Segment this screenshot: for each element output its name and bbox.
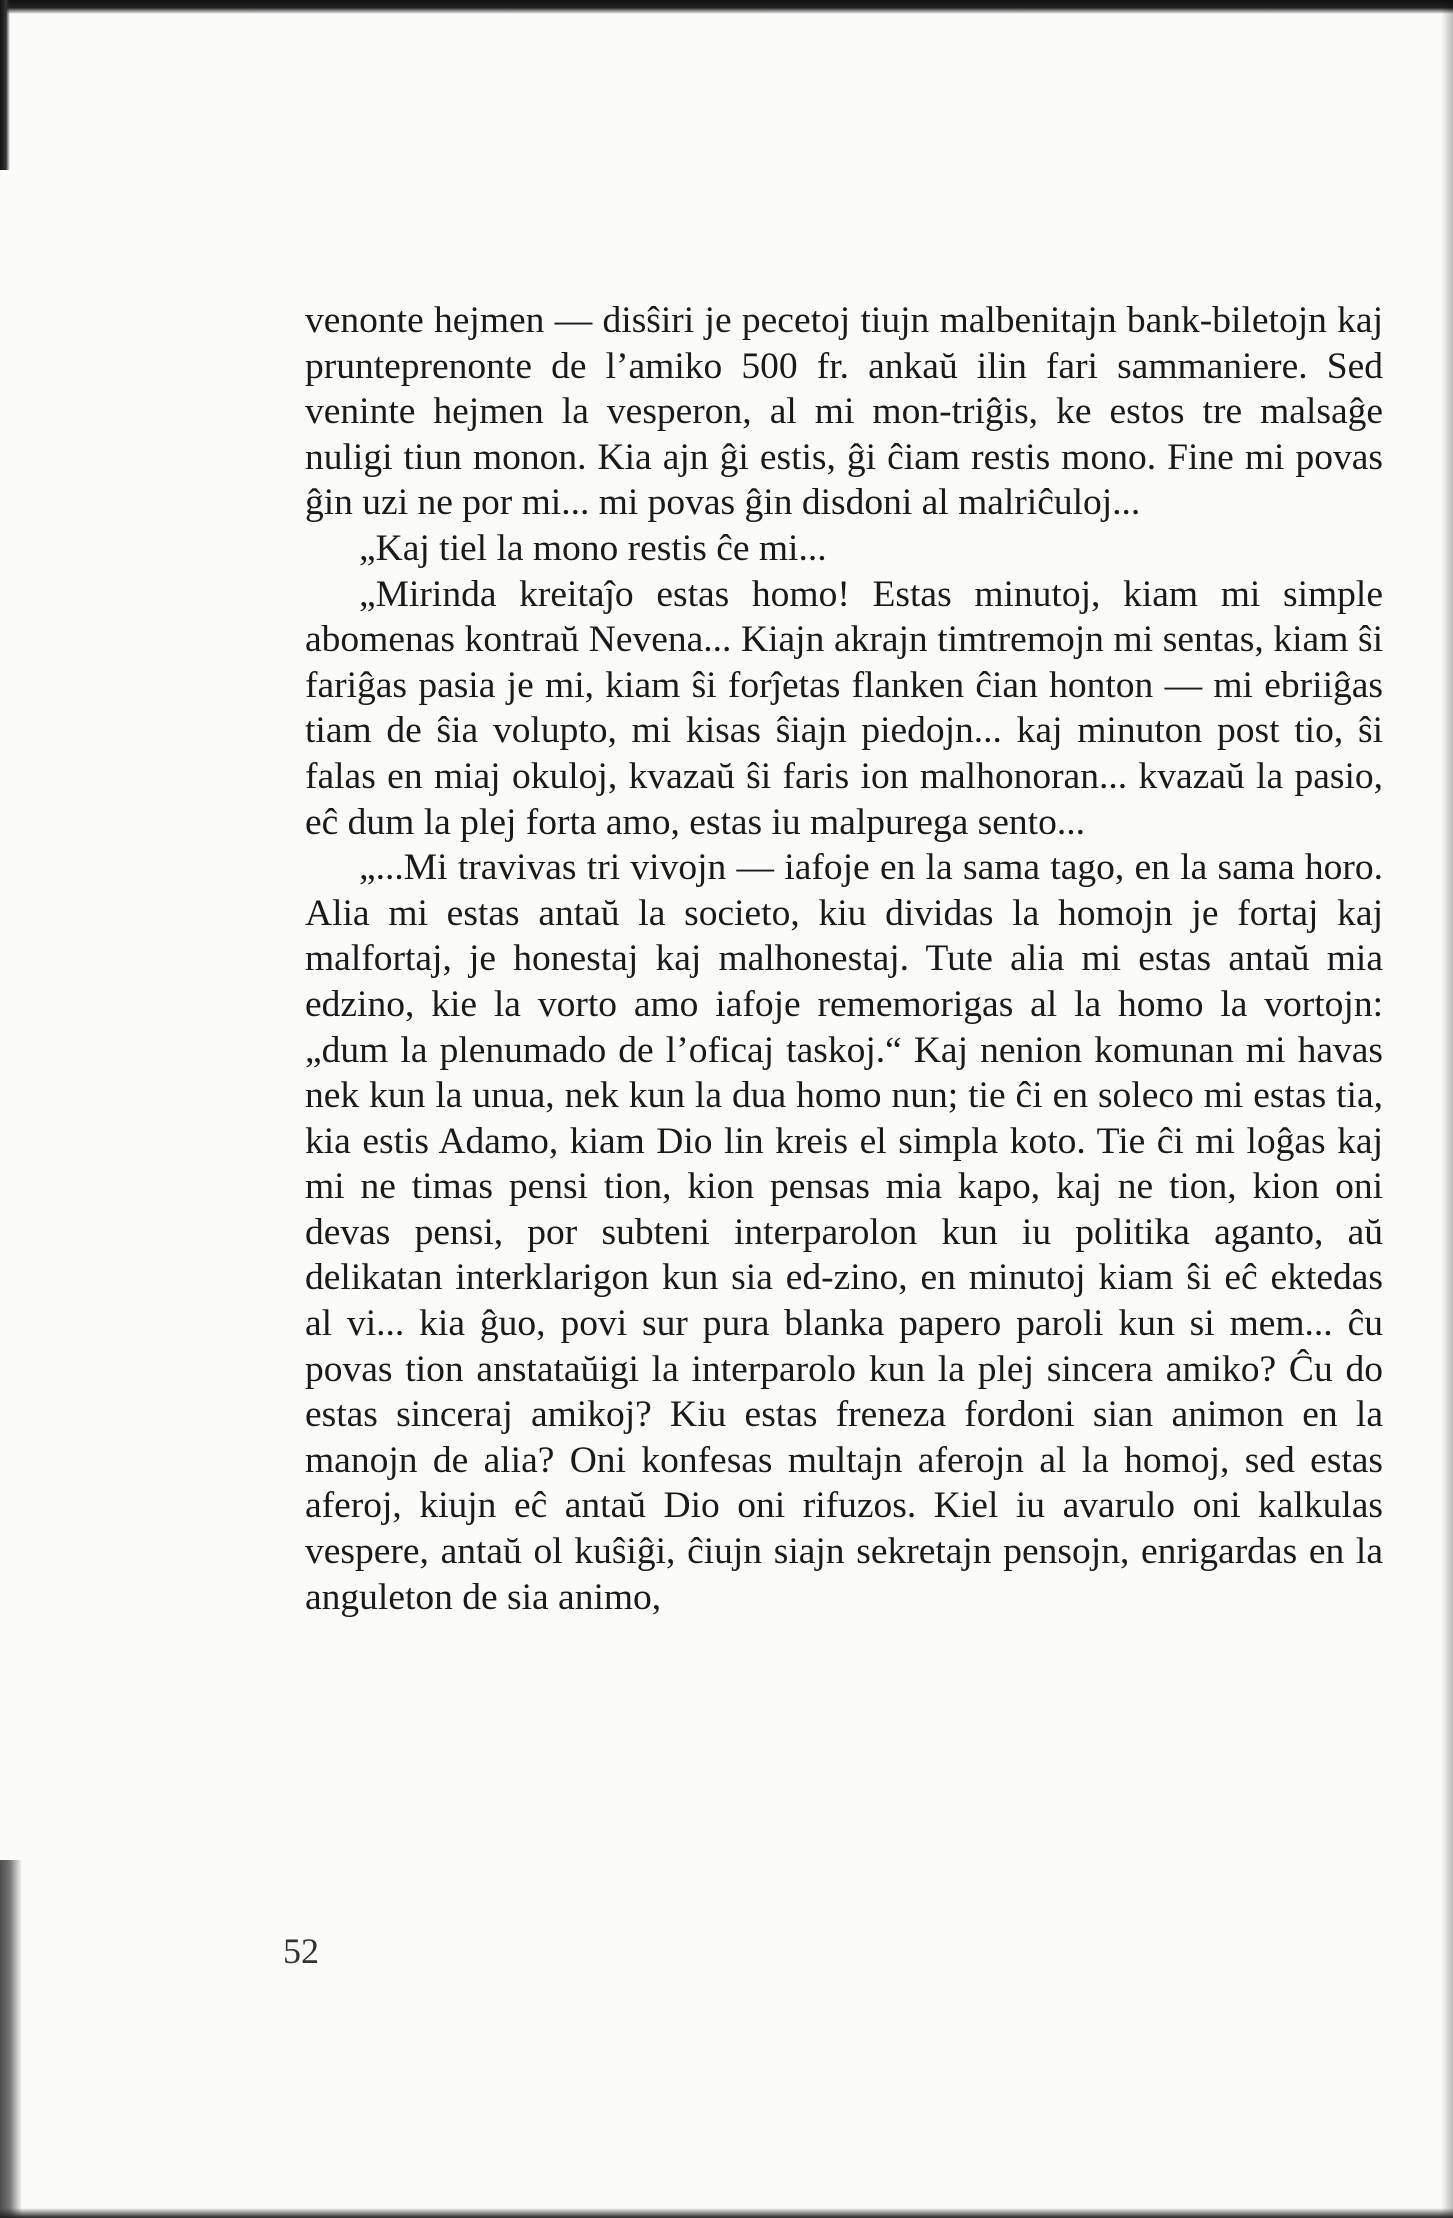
body-text — [305, 298, 1383, 1620]
scan-right-edge — [1441, 0, 1453, 2218]
scan-top-edge — [0, 0, 1453, 14]
paragraph: venonte hejmen — disŝiri je pecetoj tiujn malbenitajn bank-biletojn kaj prunteprenonte de l’amiko 500 fr. ankaŭ ilin fari sammaniere. Sed veninte hejmen la vesperon, al mi mon-triĝis, ke estos tre malsaĝe nuligi tiun monon. Kia ajn ĝi estis, ĝi ĉiam restis mono. Fine mi povas ĝin uzi ne por mi... mi povas ĝin disdoni al malriĉuloj... — [305, 300, 1383, 524]
scan-left-edge — [0, 0, 10, 170]
page-number: 52 — [283, 1931, 319, 1971]
paragraph: „...Mi travivas tri vivojn — iafoje en la sama tago, en la sama horo. Alia mi estas antaŭ la societo, kiu dividas la homojn je fortaj kaj malfortaj, je honestaj kaj malhonestaj. Tute alia mi estas antaŭ mia edzino, kie la vorto amo iafoje rememorigas al la homo la vortojn: „dum la plenumado de l’oficaj taskoj.“ Kaj nenion komunan mi havas nek kun la unua, nek kun la dua homo nun; tie ĉi en soleco mi estas tia, kia estis Adamo, kiam Dio lin kreis el simpla koto. Tie ĉi mi loĝas kaj mi ne timas pensi tion, kion pensas mia kapo, kaj ne tion, kion oni devas pensi, por subteni interparolon kun iu politika aganto, aŭ delikatan interklarigon kun sia ed-zino, en minutoj kiam ŝi eĉ ektedas al vi... kia ĝuo, povi sur pura blanka papero paroli kun si mem... ĉu povas tion anstataŭigi la interparolo kun la plej sincera amiko? Ĉu do estas sinceraj amikoj? Kiu estas freneza fordoni sian animon en la manojn de alia? Oni konfesas multajn aferojn al la homoj, sed estas aferoj, kiujn eĉ antaŭ Dio oni rifuzos. Kiel iu avarulo oni kalkulas vespere, antaŭ ol kuŝiĝi, ĉiujn siajn sekretajn pensojn, enrigardas en la anguleton de sia animo, — [305, 847, 1383, 1618]
scan-binding-shadow — [0, 1860, 22, 2218]
paragraph: „Kaj tiel la mono restis ĉe mi... — [359, 527, 827, 569]
scan-bottom-edge — [0, 2208, 1453, 2218]
paragraph: „Mirinda kreitaĵo estas homo! Estas minutoj, kiam mi simple abomenas kontraŭ Nevena... Kiajn akrajn timtremojn mi sentas, kiam ŝi fariĝas pasia je mi, kiam ŝi forĵetas flanken ĉian honton — mi ebriiĝas tiam de ŝia volupto, mi kisas ŝiajn piedojn... kaj minuton post tio, ŝi falas en miaj okuloj, kvazaŭ ŝi faris ion malhonoran... kvazaŭ la pasio, eĉ dum la plej forta amo, estas iu malpurega sento... — [305, 573, 1383, 843]
